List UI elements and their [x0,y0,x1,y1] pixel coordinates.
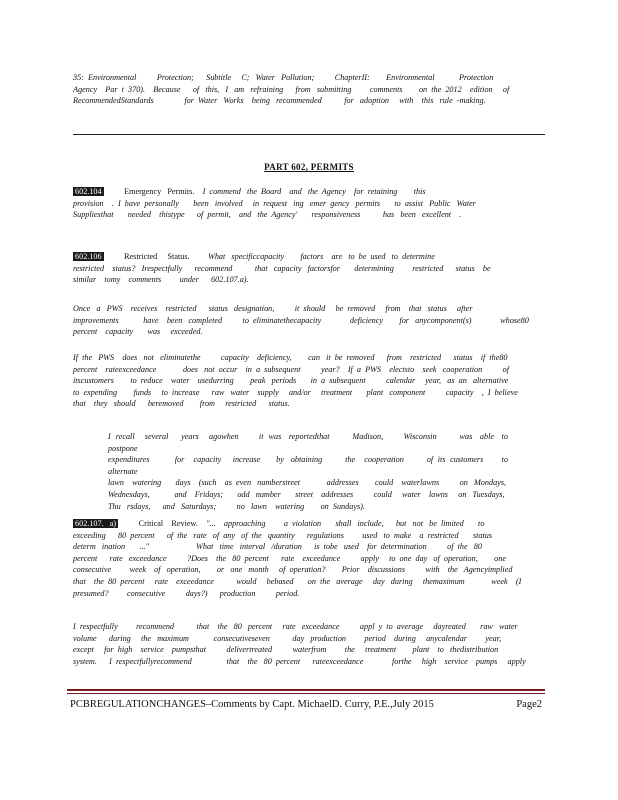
paragraph-restricted-removal: Once a PWS receives restricted status designation, it should be removed from that status after improvements have been completed to eliminatethecapacity deficiency for anycomponent(s) whose80 percent capacity was exceeded. [73,304,529,337]
page-number: Page2 [516,699,542,710]
recommendation-paragraph: I respectfully recommend that the 80 percent rate exceedance appl y to average dayreated raw water volume during the maximum consecutiveseven day production period during anycalendar year, except for high service pumpsthat delivertreated waterfrom the treatment plant to thedistribution system. I respectfullyrecommend that the 80 percent rateexceedance forthe high service pumps apply [73,622,526,666]
section-body: What specificcapacity factors are to be used to determine restricted status? Irespectfully recommend that capacity factorsfor determining restricted status be similar tomy comments under 602.107.a). [73,252,491,285]
section-602-104 [73,186,545,221]
page-footer [70,699,542,710]
quote-block: I recall several years agowhen it was reportedthat Madison, Wisconsin was able to postpone expenditures for capacity increase by obtaining the cooperation of its customers to alternate lawn watering days (such as even numberstreet addresses could waterlawns on Mondays, Wednesdays, and Fridays; odd number street addresses could water lawns on Tuesdays, Thu rsdays, and Saturdays; no lawn watering on Sundays). [108,432,508,511]
footer-title: PCBREGULATIONCHANGES–Comments by Capt. MichaelD. Curry, P.E.,July 2015 [70,699,434,710]
section-divider [73,134,545,135]
footer-rule-thin [67,693,545,694]
section-title: Restricted Status. [124,252,190,261]
section-tag: 602.104 [75,187,102,196]
section-tag: 602.107. a) [75,519,117,528]
section-heading: PART 602, PERMITS [264,162,354,172]
intro-paragraph: 35: Environmental Protection; Subtitle C; Water Pollution; ChapterII: Environmental Protection Agency Par t 370). Because of this, I am refraining from submitting comments on the 2012 edition of RecommendedStandards for Water Works being recommended for adoption with this rule -making. [73,73,510,106]
section-602-106 [73,251,545,286]
section-title: Critical Review. [138,519,198,528]
footer-rule [67,689,545,691]
section-body: I commend the Board and the Agency for retaining this provision . I have personally been involved in request ing emer gency permits to assist Public Water Suppliesthat needed thistype of permit, and the Agency' responsiveness has been excellent . [73,187,476,220]
section-title: Emergency Permits. [124,187,195,196]
section-tag: 602.106 [75,252,102,261]
section-602-107 [73,518,545,599]
paragraph-alternative: If the PWS does not eliminatethe capacity deficiency, can it be removed from restricted status if the80 percent rateexceedance does not occur in a subsequent year? If a PWS electsto seek cooperation of itscustomers to reduce water usedurring peak periods in a subsequent calendar year, as an alternative to expending funds to increase raw water supply and/or treatment plant component capacity , I believe that they should beremoved from restricted status. [73,353,518,409]
section-body: "... approaching a violation shall include, but not be limited to exceeding 80 percent of the rate of any of the quantity regulations used to make a restricted status determ ination ..." What time interval /duration is tobe used for determination of the 80 percent rate exceedance ?Does the 80 percent rate exceedance apply to one day of operation, one consecutive week of operation, or one month of operation? Prior discussions with the Agencyimplied that the 80 percent rate exceedance would bebased on the average day during themaximum week (I presumed? consecutive days?) production period. [73,519,522,598]
